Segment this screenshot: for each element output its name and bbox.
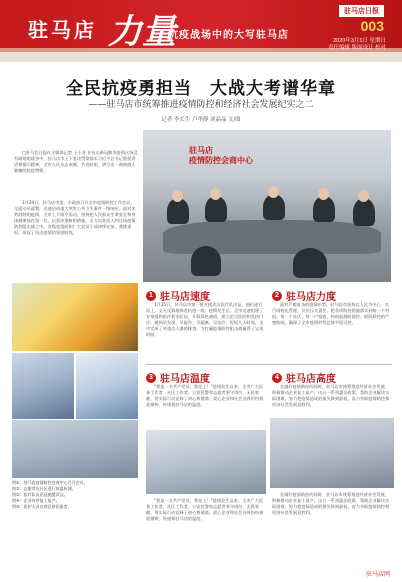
photo-volunteers [12,353,74,419]
person-face [358,190,369,202]
section-2-text: 面对严峻复杂的疫情形势，驻马店市坚持以人民为中心，实行网格化管理，层层压实责任，把各项防控措施落实到每一个村组、每一个社区、每一户家庭，构筑起群防群控、联防联控的严密防线，确保了全市疫情形势总体平稳可控。 [272,302,390,325]
section-4-title: 驻马店高度 [286,374,336,385]
left-top-text: 1月24日，驻马店市委、市政府召开全市疫情防控工作会议，全面动员部署，迅速启动重大突发公共卫生事件一级响应。面对来势汹汹的疫情，全市上下闻令而动，坚持把人民群众生命安全和身体健康放在第一位，以坚决果断的措施，全力以赴投入到这场疫情防控阻击战之中。各级党组织和广大党员干部冲锋在前、勇挑重担，筑起了抗击疫情的坚固防线。 [14,200,136,235]
person-silhouette [353,198,375,226]
article-headline: 全民抗疫勇担当 大战大考谱华章 [66,79,336,99]
article-subhead: ——驻马店市统筹推进疫情防控和经济社会发展纪实之二 [88,100,314,110]
caption-item: 图②：志愿者在社区进行体温检测。 [12,486,76,491]
section-4-header [272,370,336,385]
bottom-middle-text: “我是一名共产党员，我先上！”疫情发生以来，全市广大医务工作者、社区工作者、公安民警和志愿者坚守岗位、无私奉献，用实际行动诠释了初心和使命。爱心企业和社会各界纷纷捐款捐物，传递着驻马店的温度。 [146,498,264,521]
masthead-brand-big: 力量 [108,12,176,52]
caption-item: 图①：驻马店疫情防控会商中心召开会议。 [12,480,88,485]
main-photo-banner-text: 驻马店 疫情防控会商中心 [189,146,253,165]
photo-captions [12,480,140,510]
masthead-pager: 驻马店日报 [339,5,384,17]
article-byline: 记者 李长生 卢华静 刘晶晶 文/图 [161,117,241,123]
masthead-issue-number: 003 [360,18,384,34]
section-2-header [272,288,336,303]
section-3-text: “我是一名共产党员，我先上！”疫情发生以来，全市广大医务工作者、社区工作者、公安民警和志愿者坚守岗位、无私奉献，用实际行动诠释了初心和使命。爱心企业和社会各界纷纷捐款捐物，传递着驻马店的温度。 [146,384,264,407]
person-face [318,188,329,200]
section-3-body [146,384,266,428]
photo-ward [270,418,394,488]
bottom-middle-column [146,498,266,572]
section-2-title: 驻马店力度 [286,292,336,303]
photo-factory [12,420,138,478]
lede-text: □驻马店日报社全媒体记者 王小芳 在抗击新冠肺炎疫情这场没有硝烟的战争中，驻马店市上下坚决贯彻落实习近平总书记重要讲话和指示精神，全市人民众志成城、共克时艰，谱写出一曲曲感人肺腑的抗疫赞歌。 [14,150,138,173]
caption-item: 图③：医疗队员出征驰援武汉。 [12,492,68,497]
section-1-text: 1月25日，驻马店市第一批支援武汉医疗队出征，他们逆行而上，义无反顾地奔赴抗疫一线。疫情发生后，全市迅速组建了专家组和医疗救治队伍，开辟绿色通道，建立定点医院和发热门诊，做到早发现、早报告、早隔离、早治疗。短短几天时间，全市完成了对重点人群的排查，为打赢疫情防控阻击战赢得了宝贵时间。 [146,302,264,337]
section-1-header [146,288,210,303]
section-4-number: 4 [272,373,282,383]
section-4-body [272,384,392,416]
main-photo-banner [189,146,253,166]
masthead-strip [0,52,402,62]
person-silhouette [191,246,221,276]
photo-medical-team [76,353,138,419]
photo-workers-yellow [12,283,138,351]
section-divider [146,364,392,365]
bottom-right-text: 在做好疫情防控的同时，驻马店市统筹推进经济社会发展，积极推动企业复工复产，出台一系列惠企政策，帮助企业解决实际困难，努力把疫情造成的损失降到最低，奋力夺取疫情防控和经济社会发展双胜利。 [272,492,390,515]
masthead-slogan: 坑疫战场中的大写驻马店 [168,30,289,41]
section-1-number: 1 [146,291,156,301]
person-silhouette [293,248,327,278]
masthead-brand: 驻马店 [28,18,97,42]
footer-logo: 驻马店网 [365,572,390,578]
caption-item: 图④：企业有序复工复产。 [12,498,60,503]
section-3-header [146,370,210,385]
section-3-photo [146,430,266,494]
lede-column [14,150,138,198]
caption-item: 图⑤：医护人员在病区救治患者。 [12,504,72,509]
section-1-title: 驻马店速度 [160,292,210,303]
section-3-title: 驻马店温度 [160,374,210,385]
section-3-number: 3 [146,373,156,383]
person-face [210,188,221,200]
main-photo-meeting [143,130,391,282]
left-top-column [14,200,138,280]
section-2-number: 2 [272,291,282,301]
section-1-body [146,302,266,360]
section-2-body [272,302,392,360]
section-4-text: 在做好疫情防控的同时，驻马店市统筹推进经济社会发展，积极推动企业复工复产，出台一系列惠企政策，帮助企业解决实际困难，努力把疫情造成的损失降到最低，奋力夺取疫情防控和经济社会发展双胜利。 [272,384,390,407]
masthead-editors: 责任编辑 版面设计 校对 [327,45,386,51]
masthead [0,0,402,62]
bottom-right-column [272,492,392,568]
masthead-date: 2020年3月1日 星期日 [333,38,386,44]
person-face [172,190,183,202]
person-face [268,186,279,198]
